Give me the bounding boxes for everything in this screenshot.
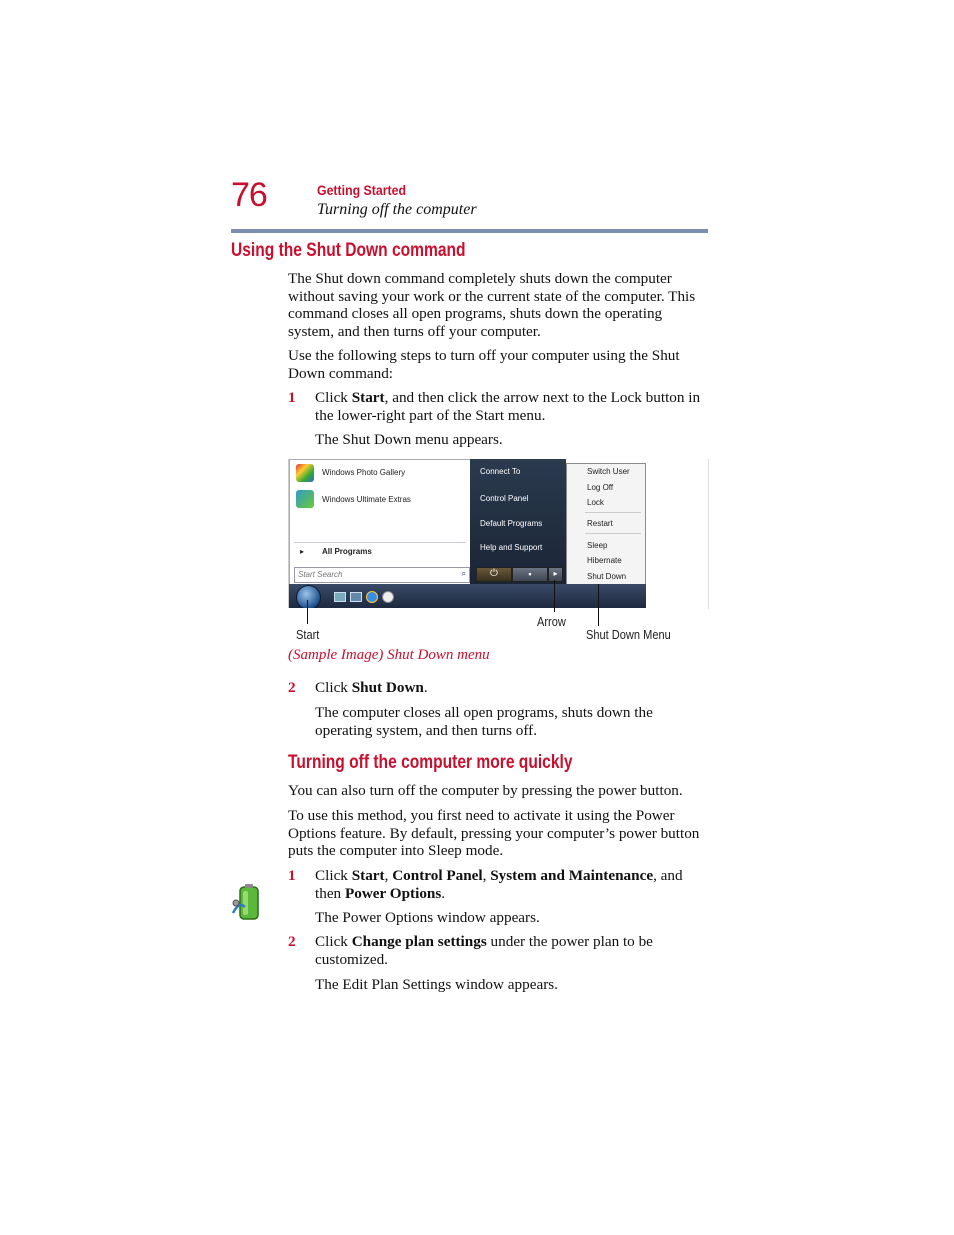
page-number: 76 [231,176,267,214]
start-callout-line [307,600,308,624]
chapter-title: Getting Started [317,182,406,198]
taskbar [289,584,646,608]
section-title: Turning off the computer [317,201,477,218]
right-item[interactable]: Connect To [480,467,521,476]
quick-paragraph-2: To use this method, you first need to activate it using the Power Options feature. By default, pressing your computer’s power button puts the computer into Sleep mode. [288,807,700,859]
step-text: Click Change plan settings under the power plan to be customized. [315,933,653,968]
figure-caption: (Sample Image) Shut Down menu [288,647,490,663]
menu-item[interactable]: Lock [587,498,604,507]
step-text: Click Start, and then click the arrow next to the Lock button in the lower-right part of the Start menu. [315,389,701,424]
step-number: 2 [288,679,296,696]
search-icon: ⌕ [461,569,466,578]
menu-divider [585,512,641,513]
start-menu-left-pane [289,459,471,586]
step-text: Click Start, Control Panel, System and Maintenance, and then Power Options. [315,867,683,902]
power-button[interactable]: ⏻ [476,567,512,582]
intro-paragraph-1: The Shut down command completely shuts down the computer without saving your work or the current state of the computer. This command closes all open programs, shuts down the operating system, and then turns off your computer. [288,270,696,340]
heading-shut-down: Using the Shut Down command [231,240,466,261]
browser-icon[interactable] [366,591,378,603]
menu-item[interactable]: Log Off [587,483,614,492]
search-placeholder: Start Search [298,570,343,579]
intro-paragraph-2: Use the following steps to turn off your computer using the Shut Down command: [288,347,680,382]
right-item[interactable]: Help and Support [480,543,543,552]
callout-arrow: Arrow [537,614,566,629]
extras-icon [296,490,314,508]
step-result: The computer closes all open programs, shuts down the operating system, and then turns off. [315,704,653,739]
program-item[interactable]: Windows Ultimate Extras [322,495,411,504]
right-item[interactable]: Default Programs [480,519,543,528]
menu-item[interactable]: Switch User [587,467,630,476]
step-result: The Power Options window appears. [315,909,540,926]
header-rule [231,229,708,233]
callout-shut-down-menu: Shut Down Menu [586,627,671,642]
step-text: Click Shut Down. [315,679,428,696]
shut-down-menu [566,463,646,586]
divider [294,542,466,543]
start-search-input[interactable] [294,567,470,583]
callout-start: Start [296,627,320,642]
switch-windows-icon[interactable] [350,592,362,602]
step-number: 1 [288,389,296,406]
all-programs[interactable]: All Programs [322,547,372,556]
screenshot-edge [708,459,709,609]
desktop-icon[interactable] [334,592,346,602]
menu-item[interactable]: Hibernate [587,556,622,565]
start-orb-icon[interactable] [296,585,321,608]
start-menu-screenshot [288,459,646,608]
step-number: 1 [288,867,296,884]
arrow-right-icon: ▸ [300,547,305,556]
right-item[interactable]: Control Panel [480,494,529,503]
arrow-callout-line [554,580,555,612]
media-icon[interactable] [382,591,394,603]
menu-callout-line [598,584,599,626]
arrow-button[interactable]: ▸ [548,567,563,582]
photo-gallery-icon [296,464,314,482]
menu-item[interactable]: Restart [587,519,613,528]
battery-icon [231,883,267,923]
program-item[interactable]: Windows Photo Gallery [322,468,406,477]
heading-quick-off: Turning off the computer more quickly [288,752,573,773]
menu-item[interactable]: Sleep [587,541,608,550]
menu-divider [585,533,641,534]
step-result: The Shut Down menu appears. [315,431,503,448]
step-number: 2 [288,933,296,950]
start-menu-right-pane [470,459,566,584]
menu-item[interactable]: Shut Down [587,572,627,581]
quick-paragraph-1: You can also turn off the computer by pressing the power button. [288,782,683,799]
lock-button[interactable]: ▪ [512,567,548,582]
step-result: The Edit Plan Settings window appears. [315,976,558,993]
